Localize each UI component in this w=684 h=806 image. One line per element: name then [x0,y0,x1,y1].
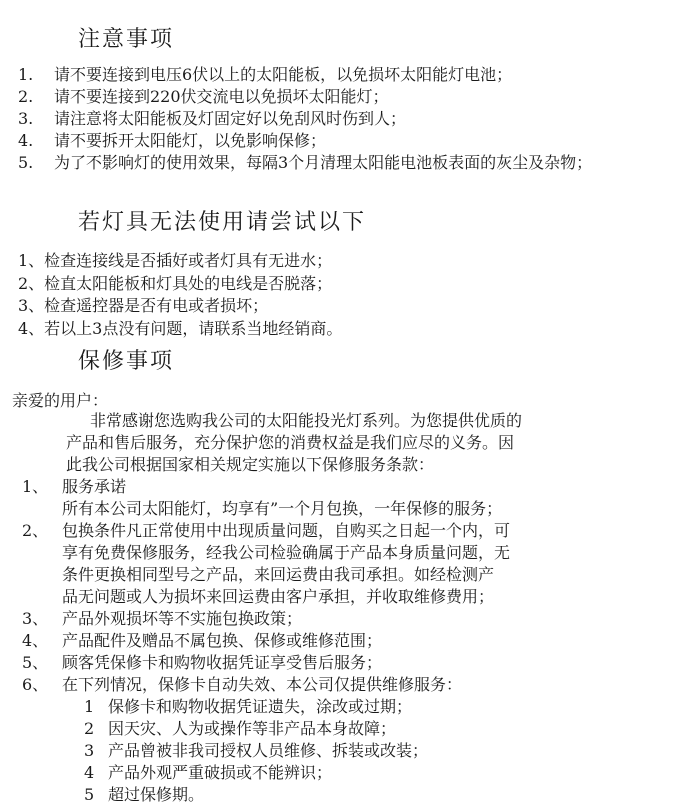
sub-number: 1 [84,697,95,716]
notice-list [18,64,674,174]
sub-item [22,784,510,806]
term-item [22,630,510,652]
term-text: 顾客凭保修卡和购物收据凭证享受售后服务； [62,653,383,672]
section-title-troubleshooting: 若灯具无法使用请尝试以下 [78,210,367,235]
sub-text: 产品外观严重破损或不能辨识； [108,763,333,782]
term-text: 产品配件及赠品不属包换、保修或维修范围； [62,631,383,650]
sub-number: 3 [84,741,95,760]
list-item [18,130,674,152]
sub-number: 2 [84,719,95,738]
term-number: 1、 [22,477,49,496]
term-item [22,674,510,696]
item-number: 2. [18,87,34,106]
greeting: 亲爱的用户： [12,391,109,410]
intro-line: 非常感谢您选购我公司的太阳能投光灯系列。为您提供优质的 [90,411,523,430]
warranty-terms [22,476,510,806]
term-text: 在下列情况，保修卡自动失效、本公司仅提供维修服务： [62,675,463,694]
list-item: 3、检查遥控器是否有电或者损坏； [18,296,269,315]
intro-line: 此我公司根据国家相关规定实施以下保修服务条款： [66,455,435,474]
sub-item [22,762,510,784]
section-title-notice: 注意事项 [78,27,175,52]
sub-text: 产品曾被非我司授权人员维修、拆装或改装； [108,741,429,760]
term-number: 2、 [22,521,49,540]
term-number: 4、 [22,631,49,650]
sub-item [22,740,510,762]
sub-text: 因天灾、人为或操作等非产品本身故障； [108,719,397,738]
item-number: 1. [18,65,34,84]
sub-number: 4 [84,763,95,782]
term-item [22,520,510,542]
term-number: 3、 [22,609,49,628]
list-item [18,64,674,86]
term-text: 产品外观损坏等不实施包换政策； [62,609,303,628]
sub-item [22,696,510,718]
sub-text: 保修卡和购物收据凭证遗失，涂改或过期； [108,697,413,716]
term-continuation: 条件更换相同型号之产品，来回运费由我司承担。如经检测产 [62,565,495,584]
term-continuation: 所有本公司太阳能灯，均享有”一个月包换，一年保修的服务； [62,499,503,518]
sub-item [22,718,510,740]
term-item [22,652,510,674]
list-item: 1、检查连接线是否插好或者灯具有无进水； [18,251,333,270]
intro-paragraph [66,410,666,476]
intro-line: 产品和售后服务，充分保护您的消费权益是我们应尽的义务。因 [66,433,515,452]
item-number: 4. [18,131,34,150]
list-item [18,86,674,108]
item-number: 3. [18,109,34,128]
term-number: 5、 [22,653,49,672]
term-text: 包换条件凡正常使用中出现质量问题，自购买之日起一个内，可 [62,521,511,540]
term-item [22,476,510,498]
list-item [18,152,674,174]
sub-text: 超过保修期。 [108,785,205,804]
troubleshooting-list [18,250,342,340]
list-item: 4、若以上3点没有问题，请联系当地经销商。 [18,318,343,338]
term-continuation: 享有免费保修服务，经我公司检验确属于产品本身质量问题，无 [62,543,511,562]
list-item [18,108,674,130]
term-text: 服务承诺 [62,477,127,496]
item-text: 请不要连接到电压6伏以上的太阳能板，以免损坏太阳能灯电池； [54,65,513,84]
item-text: 请不要拆开太阳能灯，以免影响保修； [54,131,327,150]
item-number: 5. [18,153,34,172]
sub-number: 5 [84,785,95,804]
item-text: 为了不影响灯的使用效果，每隔3个月清理太阳能电池板表面的灰尘及杂物； [54,153,593,172]
item-text: 请不要连接到220伏交流电以免损坏太阳能灯； [54,87,389,106]
section-title-warranty: 保修事项 [78,349,175,374]
term-item [22,608,510,630]
term-number: 6、 [22,675,49,694]
item-text: 请注意将太阳能板及灯固定好以免刮风时伤到人； [54,109,407,128]
term-continuation: 品无问题或人为损坏来回运费由客户承担，并收取维修费用； [62,587,495,606]
list-item: 2、检直太阳能板和灯具处的电线是否脱落； [18,273,333,293]
